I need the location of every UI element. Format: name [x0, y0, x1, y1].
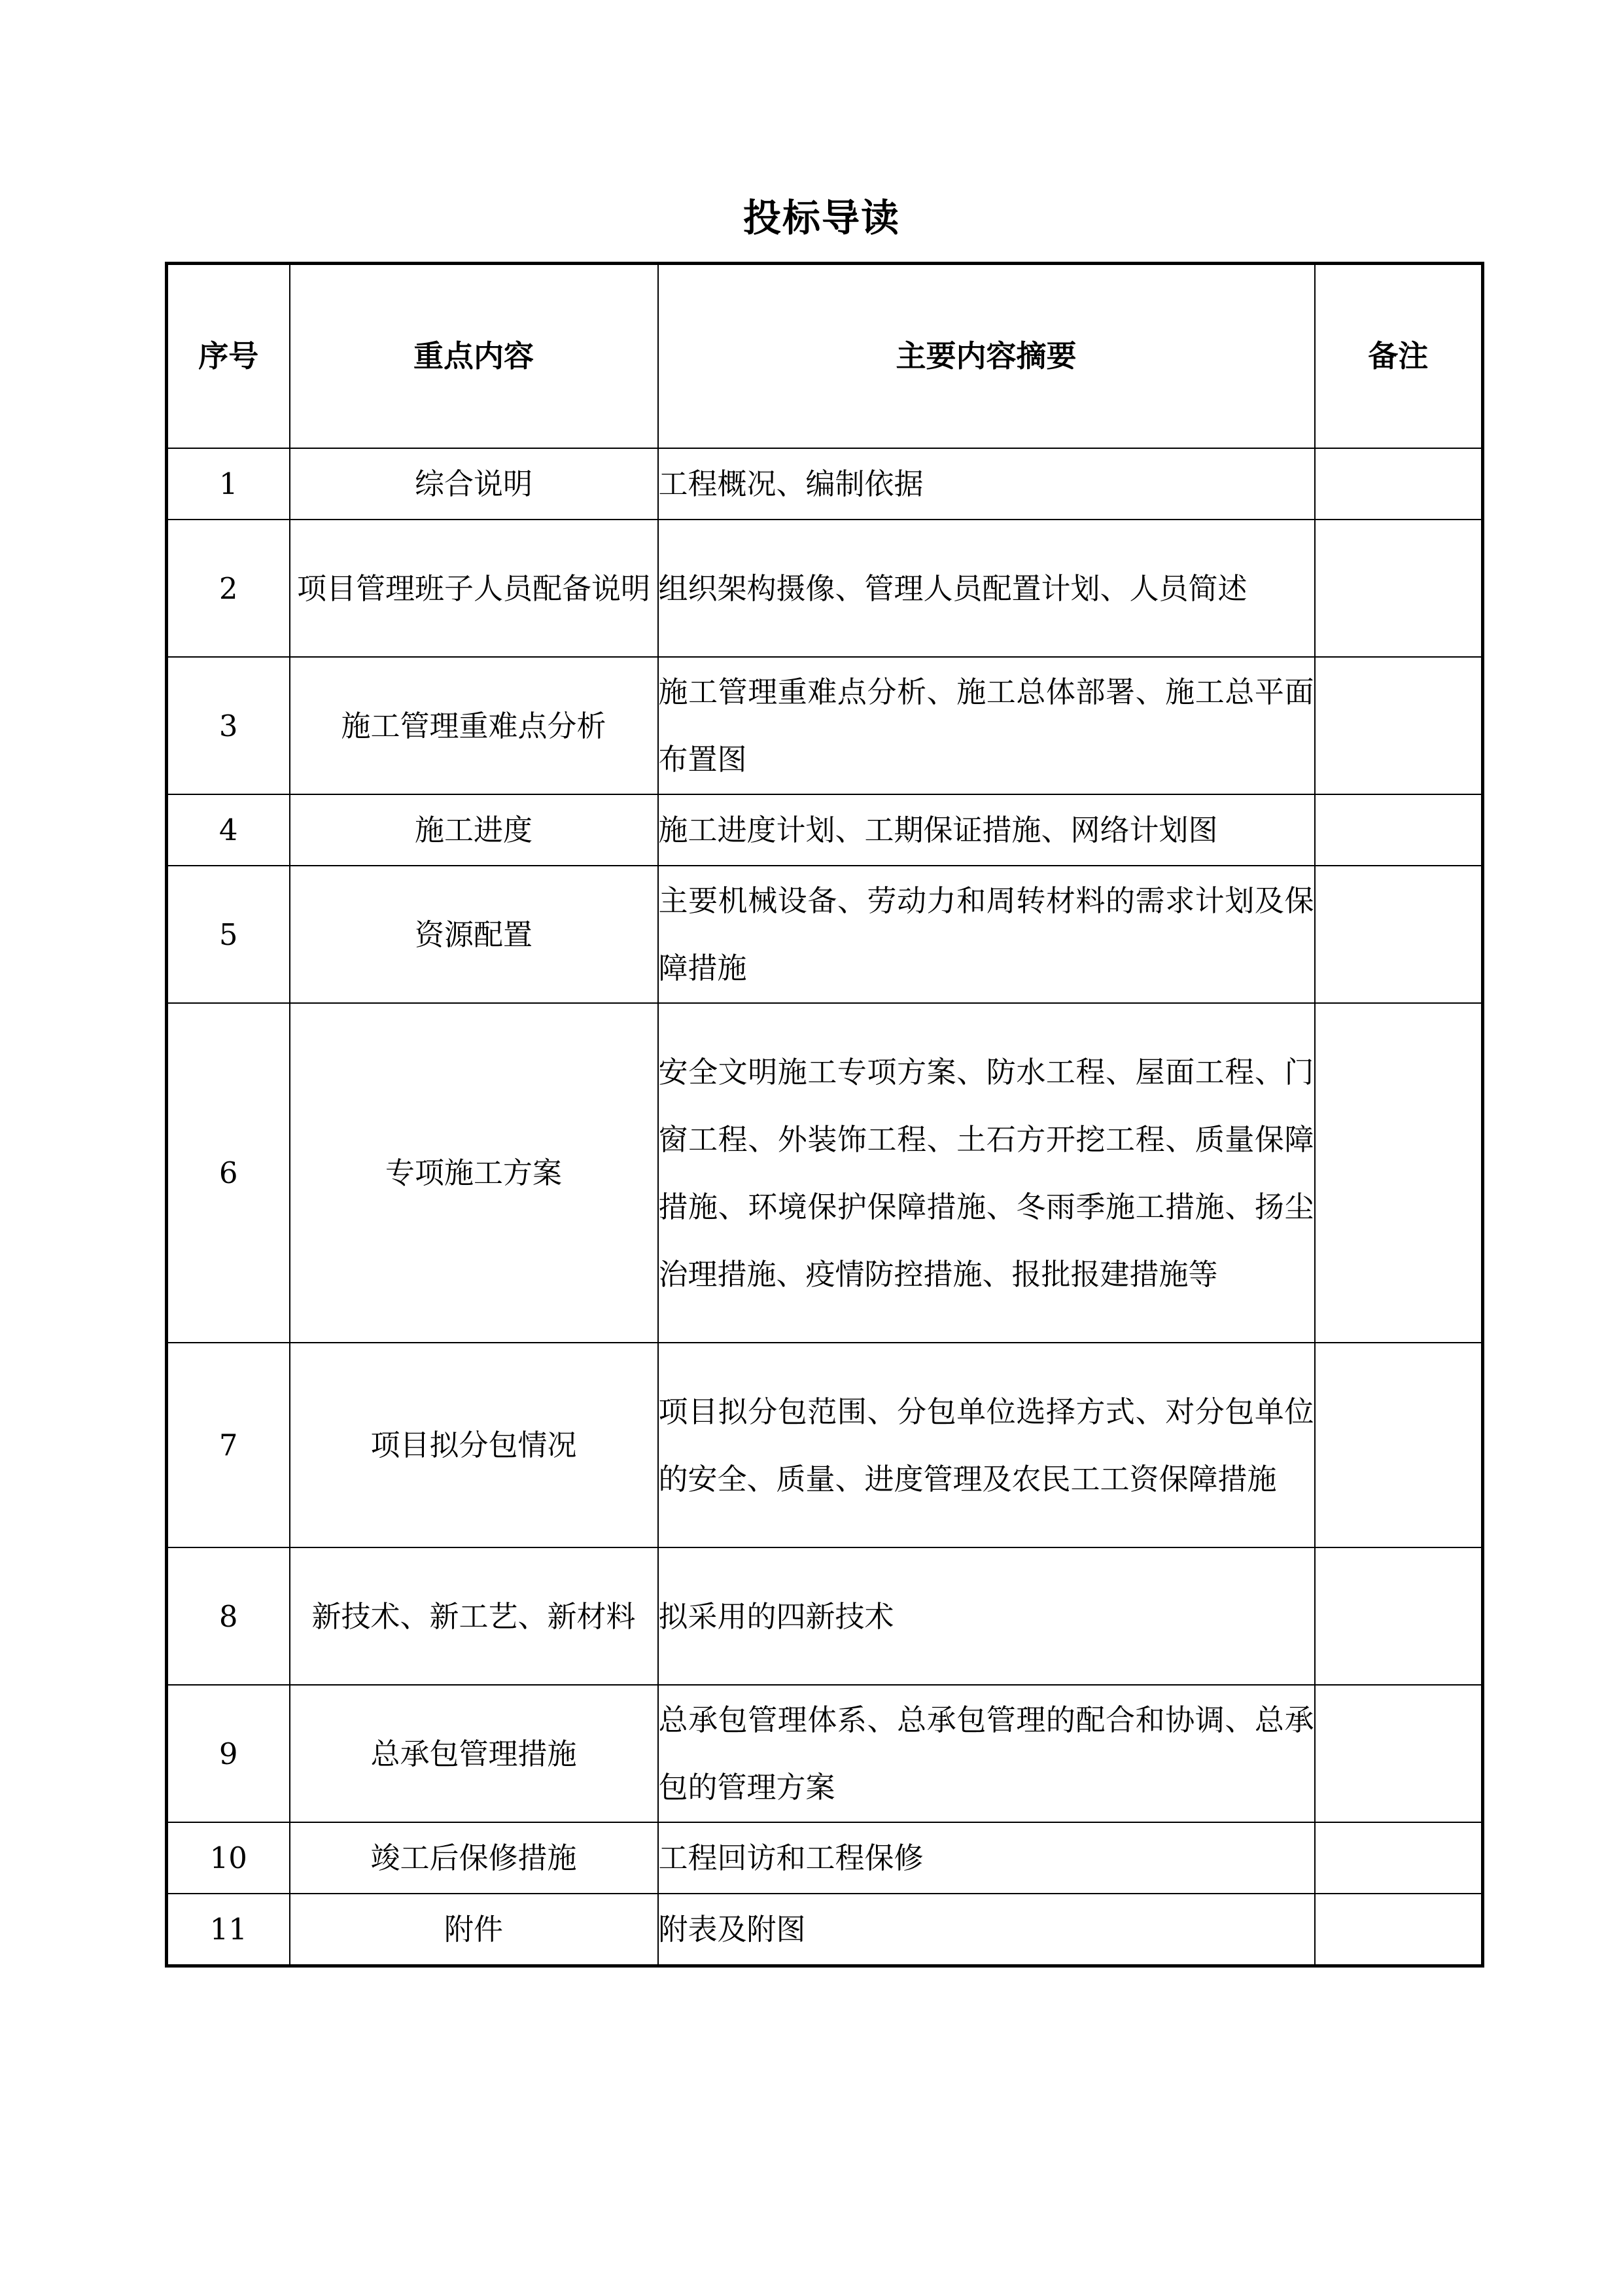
- header-summary: 主要内容摘要: [658, 264, 1315, 449]
- table-row: [167, 794, 1483, 866]
- header-remark: 备注: [1315, 264, 1483, 449]
- table-row: [167, 520, 1483, 657]
- cell-key-content: 项目管理班子人员配备说明: [290, 520, 658, 657]
- cell-summary: 工程概况、编制依据: [658, 448, 1315, 520]
- table-row: [167, 1003, 1483, 1343]
- cell-no: 6: [167, 1003, 290, 1343]
- table-row: [167, 657, 1483, 794]
- cell-remark: [1315, 1822, 1483, 1894]
- cell-key-content: 资源配置: [290, 866, 658, 1003]
- table-header-row: [167, 264, 1483, 449]
- cell-summary: 拟采用的四新技术: [658, 1547, 1315, 1685]
- cell-summary: 施工进度计划、工期保证措施、网络计划图: [658, 794, 1315, 866]
- cell-key-content: 新技术、新工艺、新材料: [290, 1547, 658, 1685]
- cell-remark: [1315, 657, 1483, 794]
- table-row: [167, 1822, 1483, 1894]
- cell-no: 9: [167, 1685, 290, 1822]
- cell-remark: [1315, 1003, 1483, 1343]
- cell-remark: [1315, 1343, 1483, 1547]
- cell-remark: [1315, 1547, 1483, 1685]
- cell-no: 7: [167, 1343, 290, 1547]
- cell-no: 5: [167, 866, 290, 1003]
- cell-remark: [1315, 520, 1483, 657]
- cell-key-content: 附件: [290, 1894, 658, 1966]
- cell-key-content: 施工管理重难点分析: [290, 657, 658, 794]
- cell-no: 3: [167, 657, 290, 794]
- cell-no: 2: [167, 520, 290, 657]
- cell-no: 1: [167, 448, 290, 520]
- cell-summary: 安全文明施工专项方案、防水工程、屋面工程、门窗工程、外装饰工程、土石方开挖工程、质量保障措施、环境保护保障措施、冬雨季施工措施、扬尘治理措施、疫情防控措施、报批报建措施等: [658, 1003, 1315, 1343]
- table-row: [167, 1894, 1483, 1966]
- cell-no: 10: [167, 1822, 290, 1894]
- table-row: [167, 1685, 1483, 1822]
- cell-remark: [1315, 794, 1483, 866]
- cell-summary: 项目拟分包范围、分包单位选择方式、对分包单位的安全、质量、进度管理及农民工工资保障措施: [658, 1343, 1315, 1547]
- cell-remark: [1315, 1685, 1483, 1822]
- table-row: [167, 448, 1483, 520]
- cell-no: 11: [167, 1894, 290, 1966]
- page-title: 投标导读: [742, 196, 900, 240]
- cell-no: 4: [167, 794, 290, 866]
- cell-summary: 组织架构摄像、管理人员配置计划、人员简述: [658, 520, 1315, 657]
- table-row: [167, 1547, 1483, 1685]
- cell-key-content: 综合说明: [290, 448, 658, 520]
- table-row: [167, 866, 1483, 1003]
- cell-key-content: 项目拟分包情况: [290, 1343, 658, 1547]
- cell-summary: 总承包管理体系、总承包管理的配合和协调、总承包的管理方案: [658, 1685, 1315, 1822]
- bid-guide-table: [165, 262, 1484, 1968]
- cell-remark: [1315, 866, 1483, 1003]
- cell-summary: 工程回访和工程保修: [658, 1822, 1315, 1894]
- cell-summary: 施工管理重难点分析、施工总体部署、施工总平面布置图: [658, 657, 1315, 794]
- cell-key-content: 施工进度: [290, 794, 658, 866]
- table-row: [167, 1343, 1483, 1547]
- cell-no: 8: [167, 1547, 290, 1685]
- cell-remark: [1315, 1894, 1483, 1966]
- header-no: 序号: [167, 264, 290, 449]
- cell-key-content: 专项施工方案: [290, 1003, 658, 1343]
- cell-key-content: 竣工后保修措施: [290, 1822, 658, 1894]
- cell-summary: 主要机械设备、劳动力和周转材料的需求计划及保障措施: [658, 866, 1315, 1003]
- header-key-content: 重点内容: [290, 264, 658, 449]
- cell-summary: 附表及附图: [658, 1894, 1315, 1966]
- cell-key-content: 总承包管理措施: [290, 1685, 658, 1822]
- cell-remark: [1315, 448, 1483, 520]
